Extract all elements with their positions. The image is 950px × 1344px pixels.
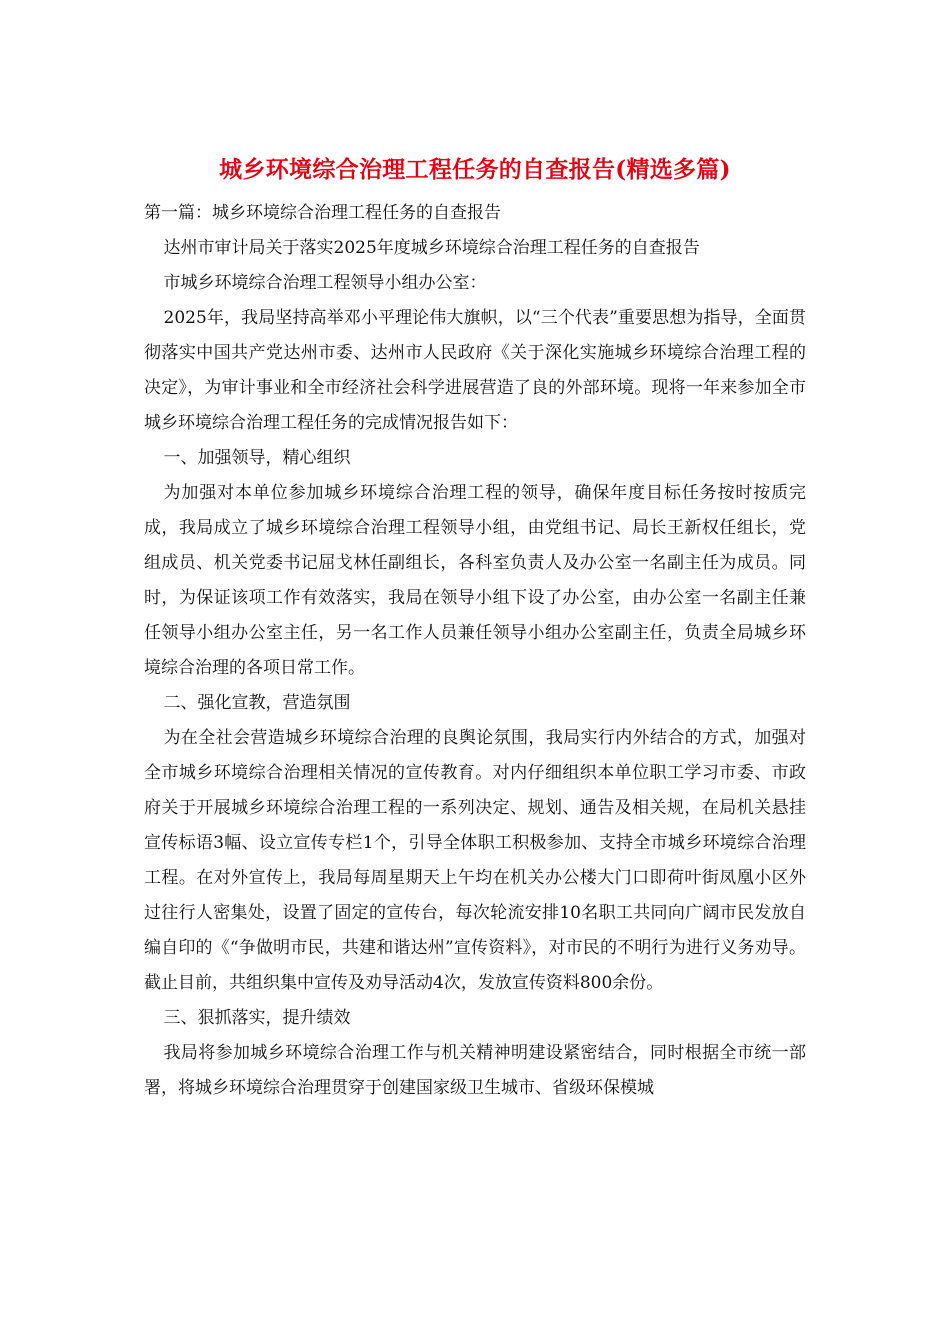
- intro-paragraph: 2025年，我局坚持高举邓小平理论伟大旗帜，以“三个代表”重要思想为指导，全面贯彻落实中国共产党达州市委、达州市人民政府《关于深化实施城乡环境综合治理工程的决定》，为审计事业和全市经济社会科学进展营造了良的外部环境。现将一年来参加全市城乡环境综合治理工程任务的完成情况报告如下：: [144, 308, 806, 433]
- report-title-line: 达州市审计局关于落实2025年度城乡环境综合治理工程任务的自查报告: [163, 238, 700, 258]
- document-title: 城乡环境综合治理工程任务的自查报告(精选多篇): [219, 156, 731, 183]
- section-1-paragraph: 为加强对本单位参加城乡环境综合治理工程的领导，确保年度目标任务按时按质完成，我局成立了城乡环境综合治理工程领导小组，由党组书记、局长王新权任组长，党组成员、机关党委书记屈戈林任副组长，各科室负责人及办公室一名副主任为成员。同时，为保证该项工作有效落实，我局在领导小组下设了办公室，由办公室一名副主任兼任领导小组办公室主任，另一名工作人员兼任领导小组办公室副主任，负责全局城乡环境综合治理的各项日常工作。: [144, 483, 806, 678]
- section-3-paragraph: 我局将参加城乡环境综合治理工作与机关精神明建设紧密结合，同时根据全市统一部署，将城乡环境综合治理贯穿于创建国家级卫生城市、省级环保模城: [144, 1043, 806, 1098]
- document-body: [144, 196, 806, 1106]
- addressee-line: 市城乡环境综合治理工程领导小组办公室：: [163, 273, 487, 293]
- section-heading-1: 一、加强领导，精心组织: [163, 448, 351, 468]
- section-heading-3: 三、狠抓落实，提升绩效: [163, 1008, 351, 1028]
- section-heading-2: 二、强化宣教，营造氛围: [163, 693, 351, 713]
- section-2-paragraph: 为在全社会营造城乡环境综合治理的良舆论氛围，我局实行内外结合的方式，加强对全市城乡环境综合治理相关情况的宣传教育。对内仔细组织本单位职工学习市委、市政府关于开展城乡环境综合治理工程的一系列决定、规划、通告及相关规，在局机关悬挂宣传标语3幅、设立宣传专栏1个，引导全体职工积极参加、支持全市城乡环境综合治理工程。在对外宣传上，我局每周星期天上午均在机关办公楼大门口即荷叶街凤凰小区外过往行人密集处，设置了固定的宣传台，每次轮流安排10名职工共同向广阔市民发放自编自印的《“争做明市民，共建和谐达州”宣传资料》，对市民的不明行为进行义务劝导。截止目前，共组织集中宣传及劝导活动4次，发放宣传资料800余份。: [144, 728, 806, 993]
- section-heading-part-one: 第一篇：城乡环境综合治理工程任务的自查报告: [144, 203, 501, 223]
